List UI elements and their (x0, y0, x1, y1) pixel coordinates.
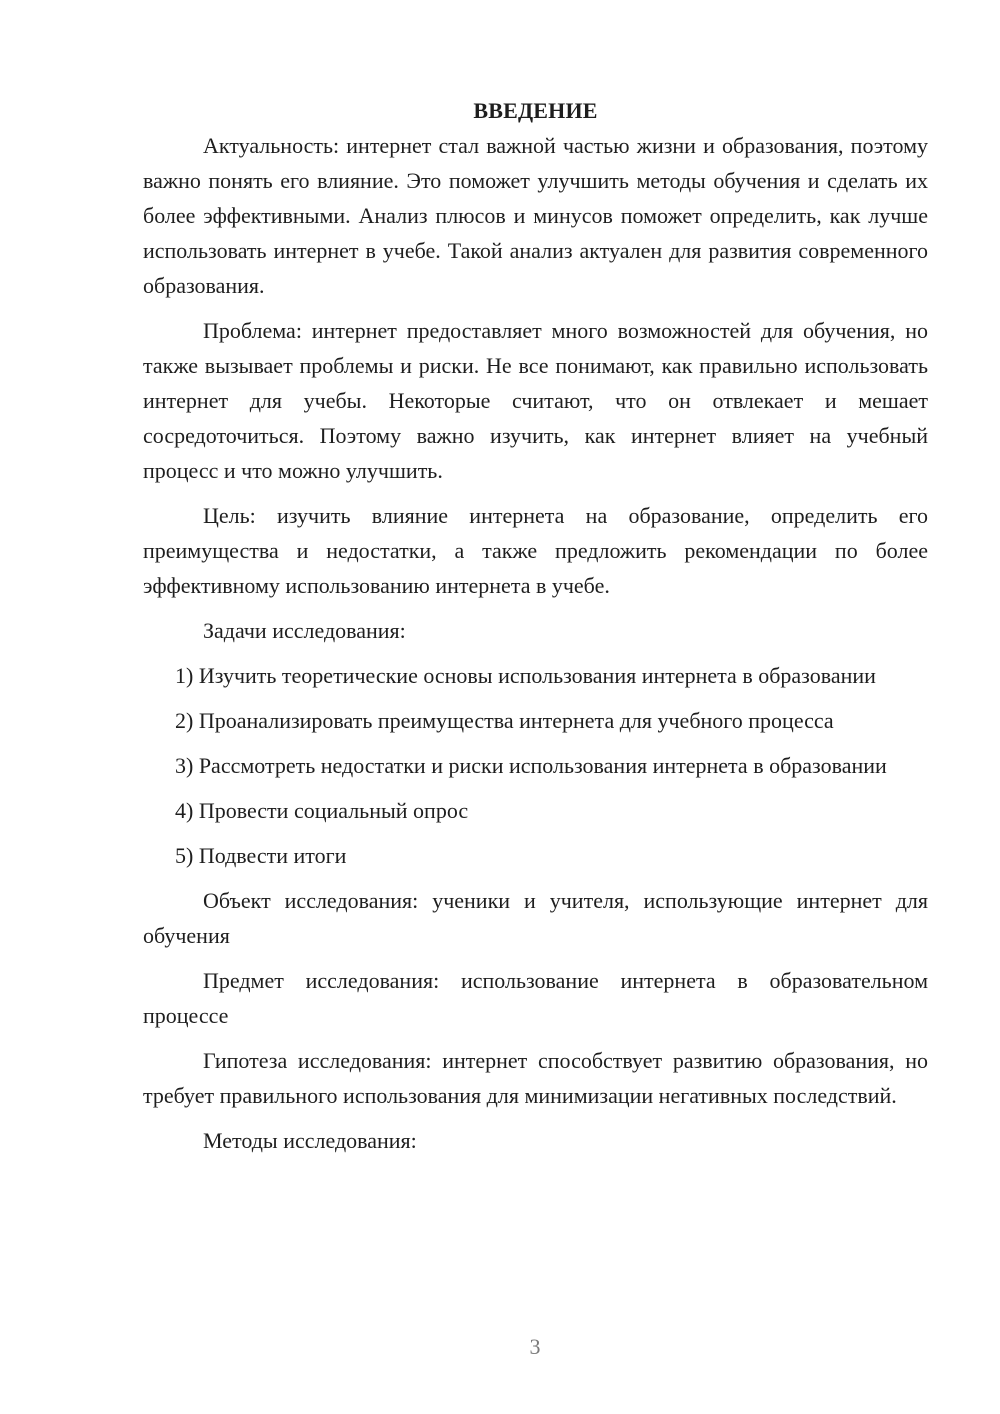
task-item-2: 2) Проанализировать преимущества интернета для учебного процесса (175, 708, 834, 733)
task-item-4: 4) Провести социальный опрос (175, 798, 469, 823)
tasks-heading: Задачи исследования: (203, 618, 406, 643)
problem-paragraph: Проблема: интернет предоставляет много возможностей для обучения, но также вызывает проблемы и риски. Не все понимают, как правильно использовать интернет для учебы. Некоторые считают, что он отвлекает и мешает сосредоточиться. Поэтому важно изучить, как интернет влияет на учебный процесс и что можно улучшить. (143, 318, 928, 483)
hypothesis-paragraph: Гипотеза исследования: интернет способствует развитию образования, но требует правильного использования для минимизации негативных последствий. (143, 1048, 928, 1108)
page-number: 3 (529, 1334, 541, 1359)
task-item-3: 3) Рассмотреть недостатки и риски использования интернета в образовании (175, 753, 887, 778)
task-item-5: 5) Подвести итоги (175, 843, 347, 868)
goal-paragraph: Цель: изучить влияние интернета на образование, определить его преимущества и недостатки, а также предложить рекомендации по более эффективному использованию интернета в учебе. (143, 503, 928, 598)
task-item-1: 1) Изучить теоретические основы использования интернета в образовании (175, 663, 876, 688)
section-heading: ВВЕДЕНИЕ (473, 98, 598, 123)
subject-paragraph: Предмет исследования: использование интернета в образовательном процессе (143, 968, 928, 1028)
document-page (143, 93, 928, 1168)
object-paragraph: Объект исследования: ученики и учителя, использующие интернет для обучения (143, 888, 928, 948)
methods-heading: Методы исследования: (203, 1128, 417, 1153)
relevance-paragraph: Актуальность: интернет стал важной частью жизни и образования, поэтому важно понять его влияние. Это поможет улучшить методы обучения и сделать их более эффективными. Анализ плюсов и минусов поможет определить, как лучше использовать интернет в учебе. Такой анализ актуален для развития современного образования. (143, 133, 928, 298)
